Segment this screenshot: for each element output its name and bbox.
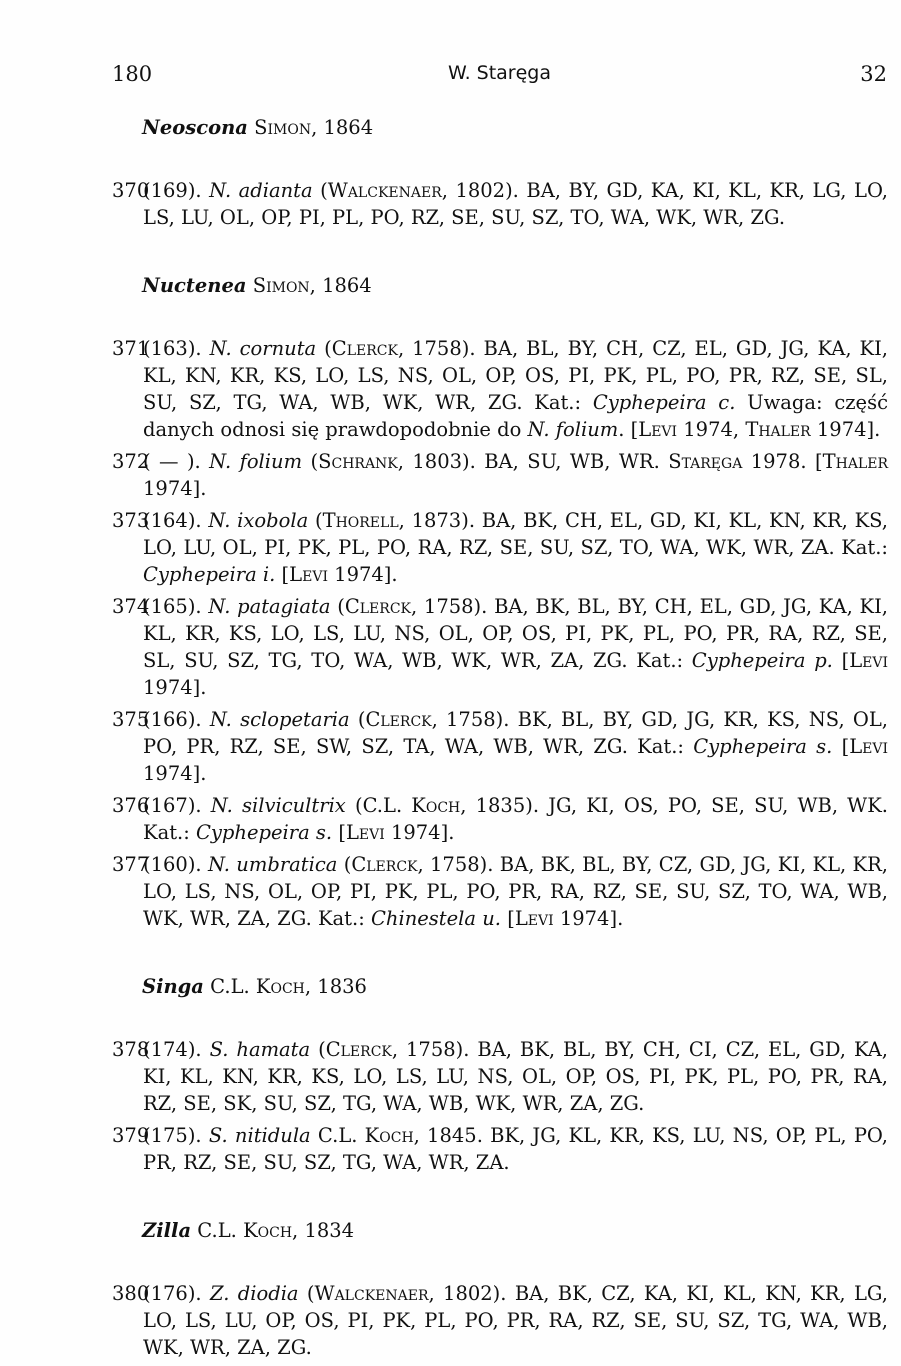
entry-text: ( — ). N. folium (Schrank, 1803). BA, SU, WB, WR. Staręga 1978. [Thaler 1974]. <box>143 450 888 500</box>
genus-heading: Nuctenea Simon, 1864 <box>142 274 372 297</box>
species-entry <box>112 593 888 701</box>
volume-number: 32 <box>860 62 887 86</box>
entry-text: (175). S. nitidula C.L. Koch, 1845. BK, JG, KL, KR, KS, LU, NS, OP, PL, PO, PR, RZ, SE, SU, SZ, TG, WA, WR, ZA. <box>143 1124 888 1174</box>
page-content <box>112 114 888 1366</box>
entry-number: 374 <box>112 595 150 618</box>
entry-number: 371 <box>112 337 150 360</box>
species-entry <box>112 507 888 588</box>
entry-number: 373 <box>112 509 150 532</box>
species-entry <box>112 706 888 787</box>
entry-text: (160). N. umbratica (Clerck, 1758). BA, BK, BL, BY, CZ, GD, JG, KI, KL, KR, LO, LS, NS, OL, OP, PI, PK, PL, PO, PR, RA, RZ, SE, SU, SZ, TO, WA, WB, WK, WR, ZA, ZG. Kat.: Chinestela u. [Levi 1974]. <box>143 853 888 930</box>
species-entry <box>112 335 888 443</box>
species-entry <box>112 1122 888 1176</box>
species-entry <box>112 1036 888 1117</box>
genus-heading: Singa C.L. Koch, 1836 <box>142 975 367 998</box>
species-entry <box>112 851 888 932</box>
entry-text: (169). N. adianta (Walckenaer, 1802). BA, BY, GD, KA, KI, KL, KR, LG, LO, LS, LU, OL, OP, PI, PL, PO, RZ, SE, SU, SZ, TO, WA, WK, WR, ZG. <box>143 179 888 229</box>
species-entry <box>112 448 888 502</box>
entry-text: (176). Z. diodia (Walckenaer, 1802). BA, BK, CZ, KA, KI, KL, KN, KR, LG, LO, LS, LU, OP, OS, PI, PK, PL, PO, PR, RA, RZ, SE, SU, SZ, TG, WA, WB, WK, WR, ZA, ZG. <box>143 1282 888 1359</box>
entry-text: (167). N. silvicultrix (C.L. Koch, 1835). JG, KI, OS, PO, SE, SU, WB, WK. Kat.: Cyphepeira s. [Levi 1974]. <box>143 794 888 844</box>
entry-number: 380 <box>112 1282 150 1305</box>
entry-text: (166). N. sclopetaria (Clerck, 1758). BK, BL, BY, GD, JG, KR, KS, NS, OL, PO, PR, RZ, SE, SW, SZ, TA, WA, WB, WR, ZG. Kat.: Cyphepeira s. [Levi 1974]. <box>143 708 888 785</box>
entry-number: 379 <box>112 1124 150 1147</box>
entry-number: 378 <box>112 1038 150 1061</box>
species-entry <box>112 1280 888 1361</box>
genus-heading: Neoscona Simon, 1864 <box>142 116 374 139</box>
entry-number: 376 <box>112 794 150 817</box>
page-number: 180 <box>112 62 153 86</box>
species-entry <box>112 177 888 231</box>
genus-heading: Zilla C.L. Koch, 1834 <box>142 1219 355 1242</box>
entry-number: 375 <box>112 708 150 731</box>
running-title: W. Staręga <box>447 62 552 84</box>
entry-text: (163). N. cornuta (Clerck, 1758). BA, BL, BY, CH, CZ, EL, GD, JG, KA, KI, KL, KN, KR, KS, LO, LS, NS, OL, OP, OS, PI, PK, PL, PO, PR, RZ, SE, SL, SU, SZ, TG, WA, WB, WK, WR, ZG. Kat.: Cyphepeira c. Uwaga: część danych odnosi się prawdopodobnie do N. folium. [Levi 1974, Thaler 1974]. <box>143 337 888 441</box>
page-header <box>112 62 887 92</box>
species-entry <box>112 792 888 846</box>
entry-number: 370 <box>112 179 150 202</box>
entry-number: 377 <box>112 853 150 876</box>
entry-text: (164). N. ixobola (Thorell, 1873). BA, BK, CH, EL, GD, KI, KL, KN, KR, KS, LO, LU, OL, PI, PK, PL, PO, RA, RZ, SE, SU, SZ, TO, WA, WK, WR, ZA. Kat.: Cyphepeira i. [Levi 1974]. <box>143 509 889 586</box>
entry-number: 372 <box>112 450 150 473</box>
entry-text: (174). S. hamata (Clerck, 1758). BA, BK, BL, BY, CH, CI, CZ, EL, GD, KA, KI, KL, KN, KR, KS, LO, LS, LU, NS, OL, OP, OS, PI, PK, PL, PO, PR, RA, RZ, SE, SK, SU, SZ, TG, WA, WB, WK, WR, ZA, ZG. <box>143 1038 888 1115</box>
entry-text: (165). N. patagiata (Clerck, 1758). BA, BK, BL, BY, CH, EL, GD, JG, KA, KI, KL, KR, KS, LO, LS, LU, NS, OL, OP, OS, PI, PK, PL, PO, PR, RA, RZ, SE, SL, SU, SZ, TG, TO, WA, WB, WK, WR, ZA, ZG. Kat.: Cyphepeira p. [Levi 1974]. <box>143 595 888 699</box>
